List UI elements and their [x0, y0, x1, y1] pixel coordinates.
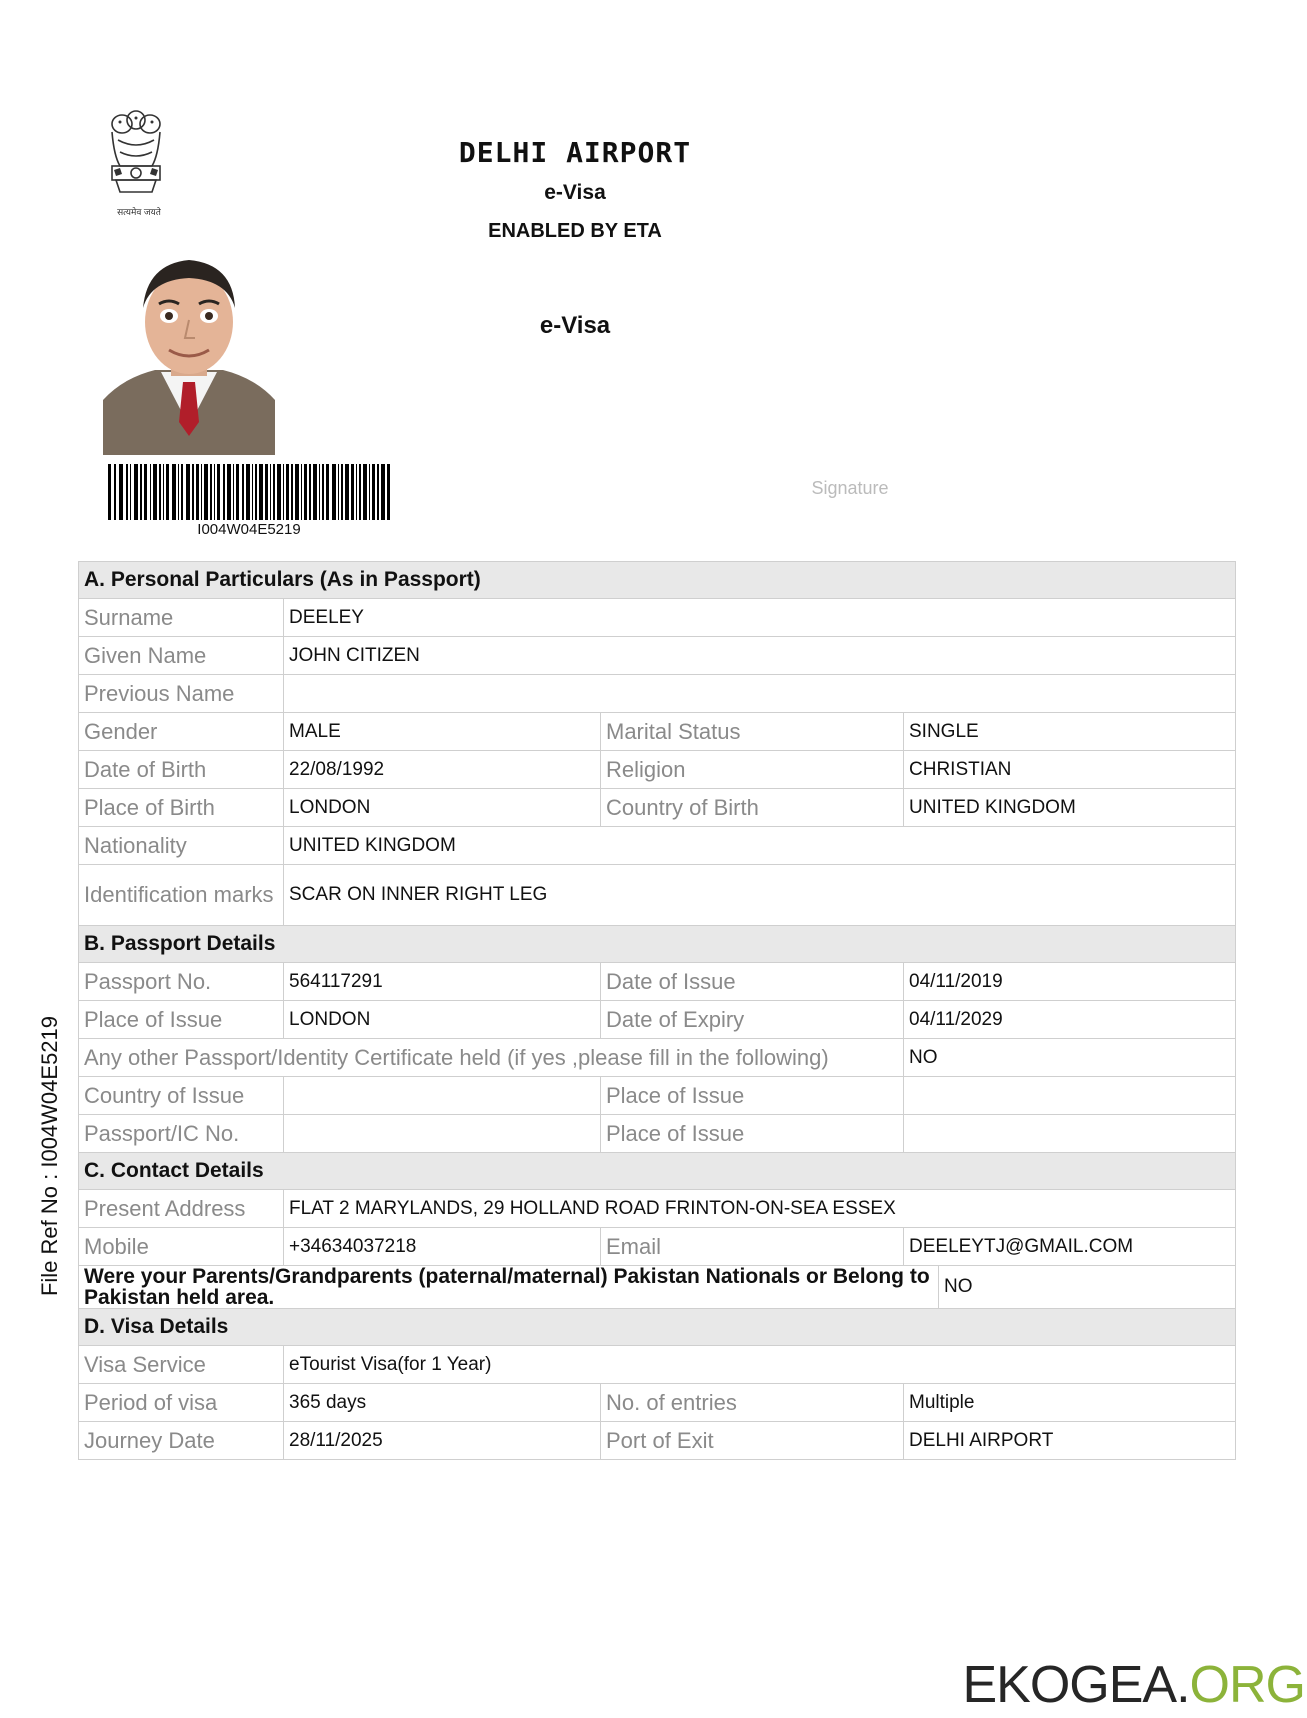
dob-label: Date of Birth [79, 751, 284, 789]
table-row [79, 1384, 1236, 1422]
country-of-issue-value [284, 1077, 601, 1115]
passport-no-value: 564117291 [284, 963, 601, 1001]
country-of-birth-label: Country of Birth [601, 789, 904, 827]
previous-name-value [284, 675, 1236, 713]
marital-status-value: SINGLE [904, 713, 1236, 751]
previous-name-label: Previous Name [79, 675, 284, 713]
date-of-issue-label: Date of Issue [601, 963, 904, 1001]
table-row [79, 713, 1236, 751]
table-row [79, 1077, 1236, 1115]
section-title: C. Contact Details [79, 1153, 1236, 1190]
page-title: DELHI AIRPORT [458, 136, 692, 169]
barcode [108, 464, 390, 520]
file-ref-number: File Ref No : I004W04E5219 [37, 1015, 62, 1297]
surname-value: DEELEY [284, 599, 1236, 637]
page-subtitle: e-Visa [544, 181, 606, 204]
country-of-birth-value: UNITED KINGDOM [904, 789, 1236, 827]
date-of-expiry-label: Date of Expiry [601, 1001, 904, 1039]
port-of-exit-label: Port of Exit [601, 1422, 904, 1460]
table-row [79, 637, 1236, 675]
present-address-value: FLAT 2 MARYLANDS, 29 HOLLAND ROAD FRINTON-ON-SEA ESSEX [284, 1190, 1236, 1228]
passport-ic-no-value [284, 1115, 601, 1153]
watermark-part-1: EKOGEA. [962, 1656, 1190, 1714]
visa-service-label: Visa Service [79, 1346, 284, 1384]
identification-marks-label: Identification marks [79, 865, 284, 926]
pakistan-question: Were your Parents/Grandparents (paternal/maternal) Pakistan Nationals or Belong to Pakistan held area. [79, 1266, 939, 1309]
gender-value: MALE [284, 713, 601, 751]
section-header-contact [79, 1153, 1236, 1190]
place-of-issue-label-3: Place of Issue [601, 1115, 904, 1153]
national-emblem-icon [100, 106, 172, 218]
enabled-by-text: ENABLED BY ETA [488, 220, 662, 242]
given-name-label: Given Name [79, 637, 284, 675]
identification-marks-value: SCAR ON INNER RIGHT LEG [284, 865, 1236, 926]
period-of-visa-value: 365 days [284, 1384, 601, 1422]
place-of-birth-value: LONDON [284, 789, 601, 827]
place-of-issue-value-3 [904, 1115, 1236, 1153]
visa-type-heading: e-Visa [539, 312, 611, 339]
table-row [79, 1422, 1236, 1460]
table-row [79, 1001, 1236, 1039]
watermark-part-2: ORG [1189, 1656, 1305, 1714]
passport-ic-no-label: Passport/IC No. [79, 1115, 284, 1153]
table-row [79, 789, 1236, 827]
place-of-birth-label: Place of Birth [79, 789, 284, 827]
table-row [79, 963, 1236, 1001]
date-of-issue-value: 04/11/2019 [904, 963, 1236, 1001]
table-row [79, 599, 1236, 637]
other-passport-value: NO [904, 1039, 1236, 1077]
table-row [79, 865, 1236, 926]
table-row [79, 1346, 1236, 1384]
section-header-passport [79, 926, 1236, 963]
dob-value: 22/08/1992 [284, 751, 601, 789]
present-address-label: Present Address [79, 1190, 284, 1228]
email-value: DEELEYTJ@GMAIL.COM [904, 1228, 1236, 1266]
section-header-personal [79, 562, 1236, 599]
country-of-issue-label: Country of Issue [79, 1077, 284, 1115]
marital-status-label: Marital Status [601, 713, 904, 751]
date-of-expiry-value: 04/11/2029 [904, 1001, 1236, 1039]
journey-date-value: 28/11/2025 [284, 1422, 601, 1460]
signature-placeholder: Signature [811, 478, 889, 498]
given-name-value: JOHN CITIZEN [284, 637, 1236, 675]
nationality-label: Nationality [79, 827, 284, 865]
pakistan-answer: NO [939, 1266, 1236, 1309]
visa-details-table [78, 561, 1236, 1460]
religion-label: Religion [601, 751, 904, 789]
other-passport-label: Any other Passport/Identity Certificate held (if yes ,please fill in the following) [79, 1039, 904, 1077]
barcode-number: I004W04E5219 [197, 521, 301, 538]
period-of-visa-label: Period of visa [79, 1384, 284, 1422]
nationality-value: UNITED KINGDOM [284, 827, 1236, 865]
port-of-exit-value: DELHI AIRPORT [904, 1422, 1236, 1460]
passport-no-label: Passport No. [79, 963, 284, 1001]
section-title: A. Personal Particulars (As in Passport) [79, 562, 1236, 599]
place-of-issue-value: LONDON [284, 1001, 601, 1039]
place-of-issue-label: Place of Issue [79, 1001, 284, 1039]
mobile-value: +34634037218 [284, 1228, 601, 1266]
no-of-entries-value: Multiple [904, 1384, 1236, 1422]
surname-label: Surname [79, 599, 284, 637]
visa-service-value: eTourist Visa(for 1 Year) [284, 1346, 1236, 1384]
table-row [79, 1190, 1236, 1228]
table-row [79, 675, 1236, 713]
mobile-label: Mobile [79, 1228, 284, 1266]
emblem-caption: सत्यमेव जयते [117, 207, 161, 217]
place-of-issue-label-2: Place of Issue [601, 1077, 904, 1115]
gender-label: Gender [79, 713, 284, 751]
applicant-photo [103, 250, 275, 455]
table-row [79, 1115, 1236, 1153]
watermark-logo [962, 1655, 1305, 1715]
section-title: B. Passport Details [79, 926, 1236, 963]
table-row [79, 1039, 1236, 1077]
table-row [79, 751, 1236, 789]
journey-date-label: Journey Date [79, 1422, 284, 1460]
place-of-issue-value-2 [904, 1077, 1236, 1115]
table-row [79, 1266, 1236, 1309]
table-row [79, 827, 1236, 865]
religion-value: CHRISTIAN [904, 751, 1236, 789]
section-title: D. Visa Details [79, 1309, 1236, 1346]
section-header-visa [79, 1309, 1236, 1346]
no-of-entries-label: No. of entries [601, 1384, 904, 1422]
email-label: Email [601, 1228, 904, 1266]
table-row [79, 1228, 1236, 1266]
